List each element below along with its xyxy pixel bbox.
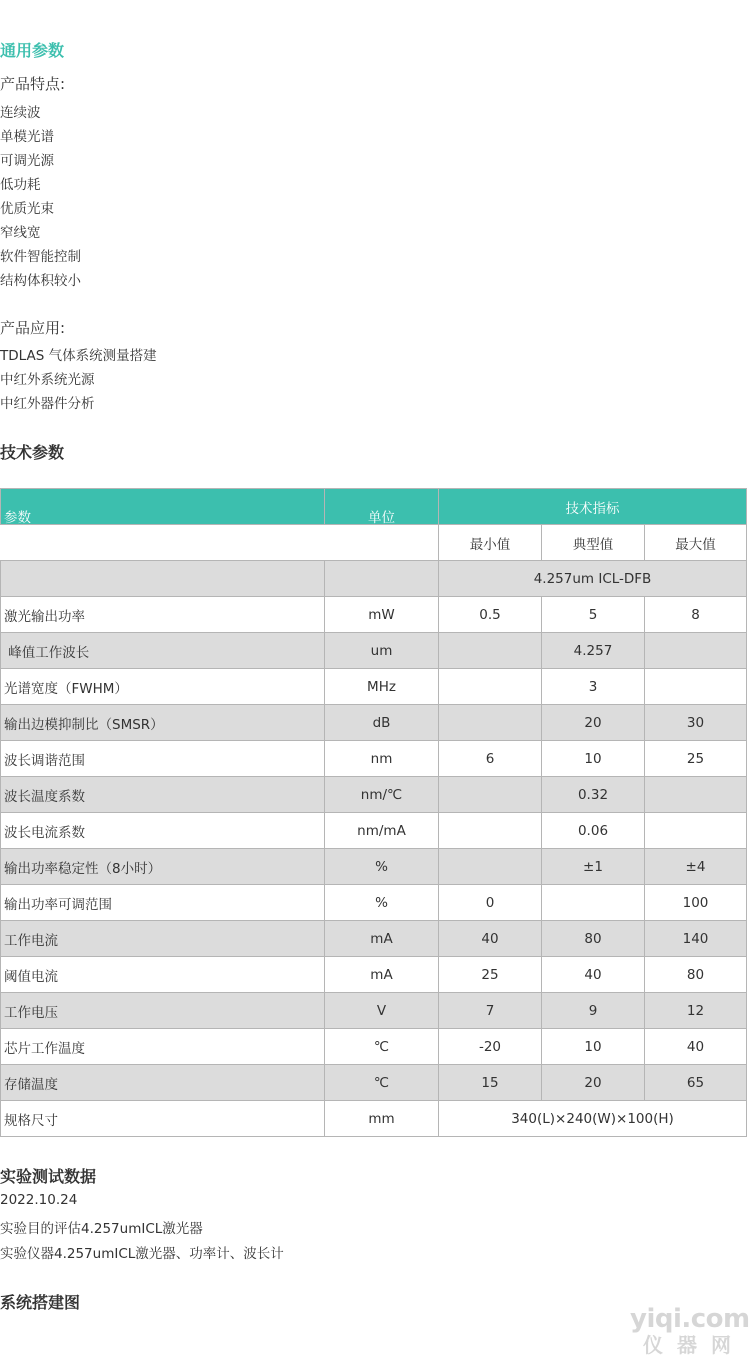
table-row xyxy=(1,633,747,669)
max-cell: 25 xyxy=(645,741,747,777)
table-row xyxy=(1,1065,747,1101)
param-cell: 芯片工作温度 xyxy=(1,1029,325,1065)
table-row xyxy=(1,921,747,957)
subheader-typ: 典型值 xyxy=(542,525,645,561)
application-item: TDLAS 气体系统测量搭建 xyxy=(0,348,157,364)
subheader-min: 最小值 xyxy=(439,525,542,561)
param-cell: 输出功率稳定性（8小时） xyxy=(1,849,325,885)
experiment-section-title: 实验测试数据 xyxy=(0,1167,97,1186)
model-param-cell xyxy=(1,561,325,597)
feature-item: 连续波 xyxy=(0,105,41,121)
table-row xyxy=(1,813,747,849)
general-section-title: 通用参数 xyxy=(0,41,65,60)
spec-table xyxy=(0,488,747,1137)
max-cell xyxy=(645,813,747,849)
max-cell xyxy=(645,633,747,669)
typ-cell: 4.257 xyxy=(542,633,645,669)
table-row xyxy=(1,885,747,921)
typ-cell: 80 xyxy=(542,921,645,957)
unit-cell: ℃ xyxy=(325,1065,439,1101)
table-row xyxy=(1,705,747,741)
param-cell: 阈值电流 xyxy=(1,957,325,993)
param-cell: 波长电流系数 xyxy=(1,813,325,849)
table-row xyxy=(1,597,747,633)
feature-item: 结构体积较小 xyxy=(0,273,81,289)
min-cell: 0.5 xyxy=(439,597,542,633)
table-row xyxy=(1,561,747,597)
param-cell: 输出边模抑制比（SMSR） xyxy=(1,705,325,741)
unit-cell: MHz xyxy=(325,669,439,705)
unit-cell: dB xyxy=(325,705,439,741)
min-cell: 25 xyxy=(439,957,542,993)
tech-section-title: 技术参数 xyxy=(0,443,65,462)
size-value-cell: 340(L)×240(W)×100(H) xyxy=(439,1101,747,1137)
unit-cell: nm/mA xyxy=(325,813,439,849)
min-cell xyxy=(439,633,542,669)
min-cell: -20 xyxy=(439,1029,542,1065)
table-row xyxy=(1,957,747,993)
min-cell xyxy=(439,669,542,705)
param-cell: 光谱宽度（FWHM） xyxy=(1,669,325,705)
min-cell: 0 xyxy=(439,885,542,921)
unit-cell: nm xyxy=(325,741,439,777)
max-cell: 65 xyxy=(645,1065,747,1101)
min-cell: 6 xyxy=(439,741,542,777)
application-item: 中红外器件分析 xyxy=(0,396,95,412)
unit-cell: mW xyxy=(325,597,439,633)
unit-cell: um xyxy=(325,633,439,669)
param-cell: 峰值工作波长 xyxy=(1,633,325,669)
typ-cell: 20 xyxy=(542,1065,645,1101)
feature-item: 优质光束 xyxy=(0,201,54,217)
feature-item: 软件智能控制 xyxy=(0,249,81,265)
param-cell: 工作电流 xyxy=(1,921,325,957)
unit-cell: % xyxy=(325,885,439,921)
feature-item: 低功耗 xyxy=(0,177,41,193)
typ-cell: 20 xyxy=(542,705,645,741)
subheader-max: 最大值 xyxy=(645,525,747,561)
min-cell xyxy=(439,705,542,741)
max-cell: ±4 xyxy=(645,849,747,885)
param-cell: 存储温度 xyxy=(1,1065,325,1101)
header-spec: 技术指标 xyxy=(439,489,747,525)
header-param: 参数 xyxy=(1,489,325,525)
unit-cell: nm/℃ xyxy=(325,777,439,813)
typ-cell: 40 xyxy=(542,957,645,993)
feature-item: 窄线宽 xyxy=(0,225,41,241)
table-row xyxy=(1,993,747,1029)
typ-cell: 0.32 xyxy=(542,777,645,813)
features-label: 产品特点: xyxy=(0,75,66,93)
table-row xyxy=(1,777,747,813)
unit-cell: % xyxy=(325,849,439,885)
typ-cell xyxy=(542,885,645,921)
feature-item: 单模光谱 xyxy=(0,129,54,145)
param-cell: 规格尺寸 xyxy=(1,1101,325,1137)
applications-label: 产品应用: xyxy=(0,319,66,337)
typ-cell: 10 xyxy=(542,741,645,777)
param-cell: 波长温度系数 xyxy=(1,777,325,813)
table-row xyxy=(1,1029,747,1065)
table-row xyxy=(1,741,747,777)
min-cell xyxy=(439,813,542,849)
param-cell: 工作电压 xyxy=(1,993,325,1029)
header-unit: 单位 xyxy=(325,489,439,525)
table-subheader-row xyxy=(1,525,747,561)
subheader-blank xyxy=(1,525,439,561)
min-cell xyxy=(439,849,542,885)
typ-cell: 10 xyxy=(542,1029,645,1065)
model-unit-cell xyxy=(325,561,439,597)
typ-cell: 3 xyxy=(542,669,645,705)
max-cell: 140 xyxy=(645,921,747,957)
max-cell: 8 xyxy=(645,597,747,633)
model-name: 4.257um ICL-DFB xyxy=(439,561,747,597)
min-cell: 40 xyxy=(439,921,542,957)
max-cell xyxy=(645,777,747,813)
typ-cell: 5 xyxy=(542,597,645,633)
param-cell: 波长调谐范围 xyxy=(1,741,325,777)
unit-cell: V xyxy=(325,993,439,1029)
param-cell: 激光输出功率 xyxy=(1,597,325,633)
watermark-logo xyxy=(630,1305,748,1357)
typ-cell: ±1 xyxy=(542,849,645,885)
max-cell xyxy=(645,669,747,705)
table-row xyxy=(1,1101,747,1137)
min-cell xyxy=(439,777,542,813)
max-cell: 40 xyxy=(645,1029,747,1065)
min-cell: 7 xyxy=(439,993,542,1029)
experiment-purpose: 实验目的评估4.257umICL激光器 xyxy=(0,1221,203,1237)
min-cell: 15 xyxy=(439,1065,542,1101)
max-cell: 12 xyxy=(645,993,747,1029)
feature-item: 可调光源 xyxy=(0,153,54,169)
param-cell: 输出功率可调范围 xyxy=(1,885,325,921)
max-cell: 30 xyxy=(645,705,747,741)
unit-cell: mA xyxy=(325,957,439,993)
experiment-instruments: 实验仪器4.257umICL激光器、功率计、波长计 xyxy=(0,1246,284,1262)
unit-cell: mm xyxy=(325,1101,439,1137)
max-cell: 100 xyxy=(645,885,747,921)
typ-cell: 9 xyxy=(542,993,645,1029)
max-cell: 80 xyxy=(645,957,747,993)
watermark-line2: 仪器网 xyxy=(643,1333,745,1357)
table-row xyxy=(1,849,747,885)
system-section-title: 系统搭建图 xyxy=(0,1293,81,1312)
watermark-line1: yiqi.com xyxy=(630,1304,750,1334)
experiment-date: 2022.10.24 xyxy=(0,1192,78,1208)
application-item: 中红外系统光源 xyxy=(0,372,95,388)
unit-cell: mA xyxy=(325,921,439,957)
unit-cell: ℃ xyxy=(325,1029,439,1065)
typ-cell: 0.06 xyxy=(542,813,645,849)
table-header-row xyxy=(1,489,747,525)
table-row xyxy=(1,669,747,705)
